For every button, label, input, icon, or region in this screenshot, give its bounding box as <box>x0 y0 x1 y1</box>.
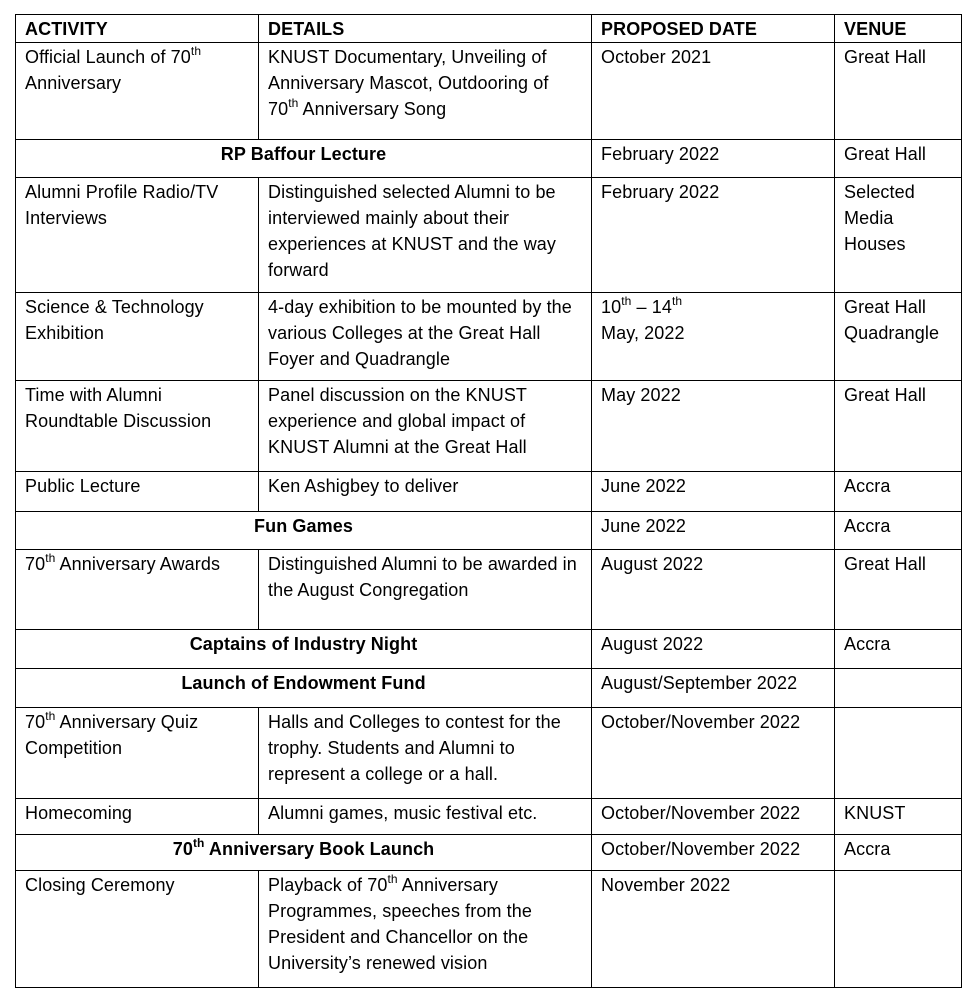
date-cell: October/November 2022 <box>592 835 835 871</box>
details-cell: Halls and Colleges to contest for the trophy. Students and Alumni to represent a college or a hall. <box>259 708 592 799</box>
header-proposed-date: PROPOSED DATE <box>592 15 835 43</box>
activity-title-cell: Fun Games <box>16 512 592 550</box>
activity-cell: 70th Anniversary Awards <box>16 550 259 630</box>
activity-title-cell: 70th Anniversary Book Launch <box>16 835 592 871</box>
activity-cell: Alumni Profile Radio/TV Interviews <box>16 178 259 293</box>
date-cell: August/September 2022 <box>592 669 835 708</box>
date-cell: February 2022 <box>592 140 835 178</box>
header-details: DETAILS <box>259 15 592 43</box>
venue-cell: Accra <box>835 630 962 669</box>
activity-cell: Closing Ceremony <box>16 871 259 988</box>
venue-cell: Accra <box>835 512 962 550</box>
activity-cell: 70th Anniversary Quiz Competition <box>16 708 259 799</box>
details-cell: 4-day exhibition to be mounted by the various Colleges at the Great Hall Foyer and Quadrangle <box>259 293 592 381</box>
header-venue: VENUE <box>835 15 962 43</box>
activity-title-cell: Launch of Endowment Fund <box>16 669 592 708</box>
venue-cell: Great Hall <box>835 43 962 140</box>
activity-schedule-table <box>15 14 962 988</box>
table-row <box>16 799 962 835</box>
date-cell: October/November 2022 <box>592 799 835 835</box>
activity-cell: Official Launch of 70th Anniversary <box>16 43 259 140</box>
table-row <box>16 708 962 799</box>
table-row <box>16 835 962 871</box>
venue-cell: Great Hall <box>835 550 962 630</box>
table-row <box>16 178 962 293</box>
activity-cell: Time with Alumni Roundtable Discussion <box>16 381 259 472</box>
venue-cell: Great Hall Quadrangle <box>835 293 962 381</box>
table-row <box>16 381 962 472</box>
venue-cell: KNUST <box>835 799 962 835</box>
venue-cell: Selected Media Houses <box>835 178 962 293</box>
table-row <box>16 630 962 669</box>
date-cell: June 2022 <box>592 472 835 512</box>
table-row <box>16 871 962 988</box>
venue-cell <box>835 708 962 799</box>
details-cell: Alumni games, music festival etc. <box>259 799 592 835</box>
venue-cell <box>835 669 962 708</box>
date-cell: 10th – 14th May, 2022 <box>592 293 835 381</box>
details-cell: KNUST Documentary, Unveiling of Anniversary Mascot, Outdooring of 70th Anniversary Song <box>259 43 592 140</box>
table-row <box>16 512 962 550</box>
header-row <box>16 15 962 43</box>
activity-title-cell: Captains of Industry Night <box>16 630 592 669</box>
date-cell: May 2022 <box>592 381 835 472</box>
venue-cell: Great Hall <box>835 381 962 472</box>
table-row <box>16 293 962 381</box>
date-cell: August 2022 <box>592 550 835 630</box>
activity-cell: Homecoming <box>16 799 259 835</box>
date-cell: October/November 2022 <box>592 708 835 799</box>
details-cell: Distinguished selected Alumni to be interviewed mainly about their experiences at KNUST and the way forward <box>259 178 592 293</box>
table-row <box>16 669 962 708</box>
date-cell: February 2022 <box>592 178 835 293</box>
activity-title-cell: RP Baffour Lecture <box>16 140 592 178</box>
venue-cell: Accra <box>835 835 962 871</box>
activity-cell: Science & Technology Exhibition <box>16 293 259 381</box>
date-cell: June 2022 <box>592 512 835 550</box>
details-cell: Ken Ashigbey to deliver <box>259 472 592 512</box>
venue-cell: Accra <box>835 472 962 512</box>
table-row <box>16 472 962 512</box>
table-row <box>16 550 962 630</box>
date-cell: October 2021 <box>592 43 835 140</box>
venue-cell: Great Hall <box>835 140 962 178</box>
date-cell: November 2022 <box>592 871 835 988</box>
venue-cell <box>835 871 962 988</box>
activity-cell: Public Lecture <box>16 472 259 512</box>
table-row <box>16 140 962 178</box>
details-cell: Playback of 70th Anniversary Programmes, speeches from the President and Chancellor on the University’s renewed vision <box>259 871 592 988</box>
header-activity: ACTIVITY <box>16 15 259 43</box>
details-cell: Distinguished Alumni to be awarded in the August Congregation <box>259 550 592 630</box>
details-cell: Panel discussion on the KNUST experience and global impact of KNUST Alumni at the Great Hall <box>259 381 592 472</box>
table-row <box>16 43 962 140</box>
date-cell: August 2022 <box>592 630 835 669</box>
